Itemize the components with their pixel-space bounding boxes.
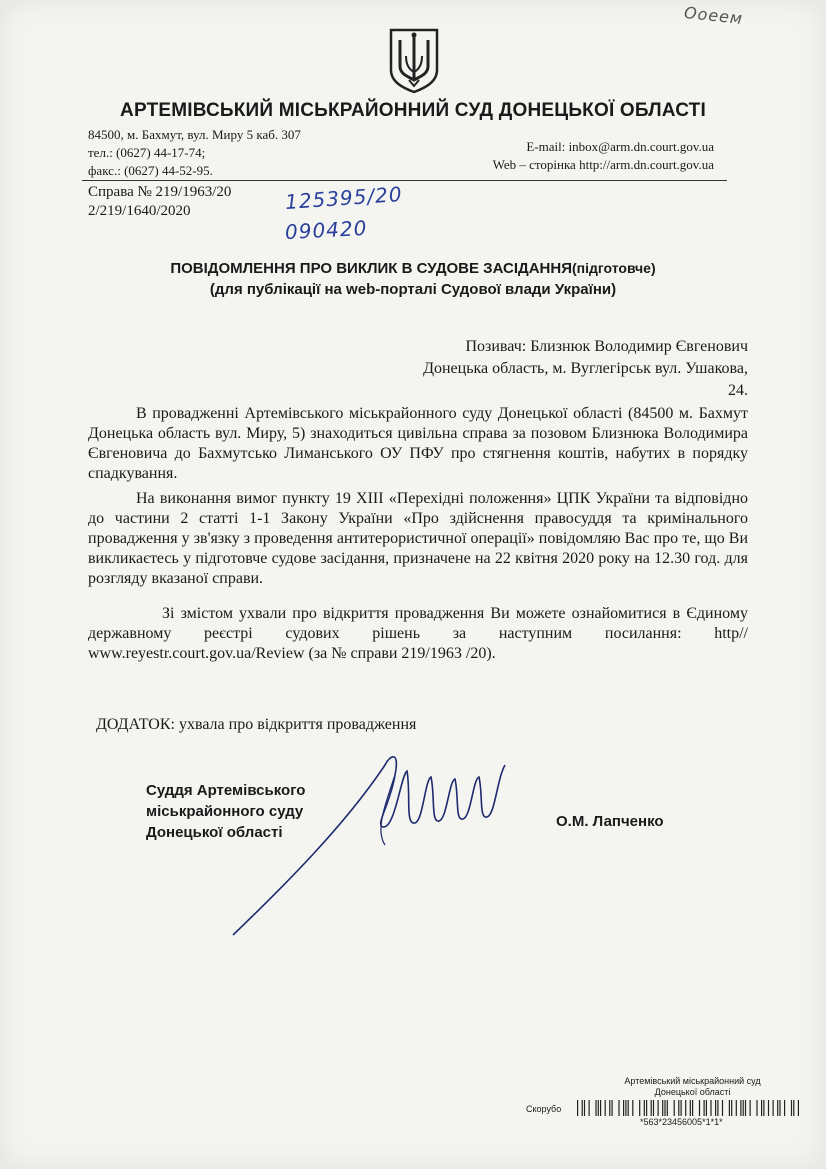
barcode-bar <box>740 1100 741 1116</box>
barcode-bar <box>609 1100 610 1116</box>
case-info <box>88 183 231 221</box>
court-fax: факс.: (0627) 44-52-95. <box>88 163 213 178</box>
barcode-bar <box>692 1100 693 1116</box>
judge-signature <box>225 735 525 950</box>
judge-name: О.М. Лапченко <box>556 813 664 830</box>
barcode-bar <box>704 1100 705 1116</box>
barcode-bar <box>763 1100 764 1116</box>
court-address: 84500, м. Бахмут, вул. Миру 5 каб. 307 <box>88 127 301 142</box>
court-title: АРТЕМІВСЬКИЙ МІСЬКРАЙОННИЙ СУД ДОНЕЦЬКОЇ ОБЛАСТІ <box>120 100 706 121</box>
barcode-bar <box>761 1100 762 1116</box>
court-email: E-mail: inbox@arm.dn.court.gov.ua <box>526 139 714 154</box>
barcode-bar <box>625 1100 626 1116</box>
barcode-bar <box>731 1100 732 1116</box>
barcode-bar <box>639 1100 640 1116</box>
barcode-bar <box>773 1100 774 1116</box>
court-tel: тел.: (0627) 44-17-74; <box>88 145 206 160</box>
paragraph-registry-link: Зі змістом ухвали про відкриття провадження Ви можете ознайомитися в Єдиному державному реєстрі судових рішень за наступним посилання: http// www.reyestr.court.gov.ua/Review (за № справи 219/1963 /20). <box>88 605 748 662</box>
barcode-bar <box>756 1100 757 1116</box>
barcode-bar <box>662 1100 663 1116</box>
barcode-bar <box>685 1100 686 1116</box>
barcode-bar <box>791 1100 792 1116</box>
handwritten-registration: 125395/20 <box>284 181 404 215</box>
attachment-note: ДОДАТОК: ухвала про відкриття провадження <box>96 716 417 733</box>
barcode-bar <box>618 1100 619 1116</box>
barcode-bar <box>729 1100 730 1116</box>
court-contacts-left <box>88 126 301 180</box>
barcode-bar <box>699 1100 700 1116</box>
header-divider <box>82 180 727 181</box>
paragraph-case-description: В провадженні Артемівського міськрайонного суду Донецької області (84500 м. Бахмут Донецька область вул. Миру, 5) знаходиться цивільна справа за позовом Близнюка Володимира Євгеновича до Бахмутсько Лиманського ОУ ПФУ про стягнення коштів, набутих в порядку спадкування. <box>88 405 748 482</box>
barcode-bar <box>595 1100 596 1116</box>
trident-emblem-icon <box>385 26 443 99</box>
barcode-bar <box>598 1100 599 1116</box>
barcode-bar <box>736 1100 737 1116</box>
barcode-bar <box>690 1100 691 1116</box>
paragraph-summons: На виконання вимог пункту 19 XIII «Перехідні положення» ЦПК України та відповідно до частини 2 статті 1-1 Закону України «Про здійснення правосуддя та кримінального провадження у зв'язку з проведення антитерористичної операції» повідомляю Вас про те, що Ви викликаєтесь у підготовче судове засідання, призначене на 22 квітня 2020 року на 12.30 год. для розгляду вказаної справи. <box>88 490 748 587</box>
handwritten-date: 090420 <box>284 215 368 245</box>
court-contacts-right <box>493 138 714 174</box>
court-stamp <box>605 1076 780 1098</box>
proceeding-number: 2/219/1640/2020 <box>88 203 191 219</box>
barcode-bar <box>777 1100 778 1116</box>
barcode-bar <box>651 1100 652 1116</box>
barcode-bar <box>644 1100 645 1116</box>
barcode-bar <box>628 1100 629 1116</box>
barcode-bar <box>589 1100 590 1116</box>
barcode-bar <box>743 1100 744 1116</box>
barcode-bar <box>582 1100 583 1116</box>
barcode-bar <box>715 1100 716 1116</box>
judge-title-line3: Донецької області <box>146 824 283 841</box>
barcode-bar <box>784 1100 785 1116</box>
barcode-bar <box>798 1100 799 1116</box>
plaintiff-block <box>288 336 748 402</box>
notice-heading <box>0 258 826 300</box>
stamp-line2: Донецької області <box>654 1087 731 1097</box>
barcode-bar <box>658 1100 659 1116</box>
judge-title-line1: Суддя Артемівського <box>146 782 306 799</box>
scan-label: Скорубо <box>526 1104 562 1114</box>
barcode-bar <box>779 1100 780 1116</box>
barcode-bar <box>722 1100 723 1116</box>
barcode-bar <box>667 1100 668 1116</box>
barcode-bar <box>632 1100 633 1116</box>
handwritten-mark: Ооеем <box>683 2 744 29</box>
barcode-bar <box>653 1100 654 1116</box>
barcode-bar <box>681 1100 682 1116</box>
barcode-bar <box>674 1100 675 1116</box>
court-web: Web – сторінка http://arm.dn.court.gov.ua <box>492 157 714 172</box>
barcode-bar <box>768 1100 769 1116</box>
barcode-bar <box>646 1100 647 1116</box>
stamp-line1: Артемівський міськрайонний суд <box>624 1076 761 1086</box>
notice-title: ПОВІДОМЛЕННЯ ПРО ВИКЛИК В СУДОВЕ ЗАСІДАННЯ <box>170 260 573 277</box>
barcode-bar <box>717 1100 718 1116</box>
barcode-bar <box>750 1100 751 1116</box>
barcode-number: *563*23456005*1*1* <box>640 1117 723 1127</box>
barcode-bar <box>605 1100 606 1116</box>
barcode-bar <box>678 1100 679 1116</box>
notice-subtitle: (для публікації на web-порталі Судової влади України) <box>209 281 617 298</box>
plaintiff-name: Позивач: Близнюк Володимир Євгенович <box>465 338 748 355</box>
barcode-bar <box>710 1100 711 1116</box>
plaintiff-address-cont: 24. <box>728 382 748 399</box>
barcode-bar <box>577 1100 578 1116</box>
barcode-bar <box>623 1100 624 1116</box>
barcode-bar <box>664 1100 665 1116</box>
barcode-bar <box>584 1100 585 1116</box>
barcode-bar <box>745 1100 746 1116</box>
barcode-bar <box>600 1100 601 1116</box>
case-number: Справа № 219/1963/20 <box>88 184 232 200</box>
barcode-bar <box>706 1100 707 1116</box>
judge-title-line2: міськрайонного суду <box>146 803 304 820</box>
barcode-bar <box>793 1100 794 1116</box>
notice-title-suffix: (підготовче) <box>572 260 656 276</box>
barcode-bar <box>612 1100 613 1116</box>
plaintiff-address: Донецька область, м. Вуглегірськ вул. Ушакова, <box>423 360 748 377</box>
